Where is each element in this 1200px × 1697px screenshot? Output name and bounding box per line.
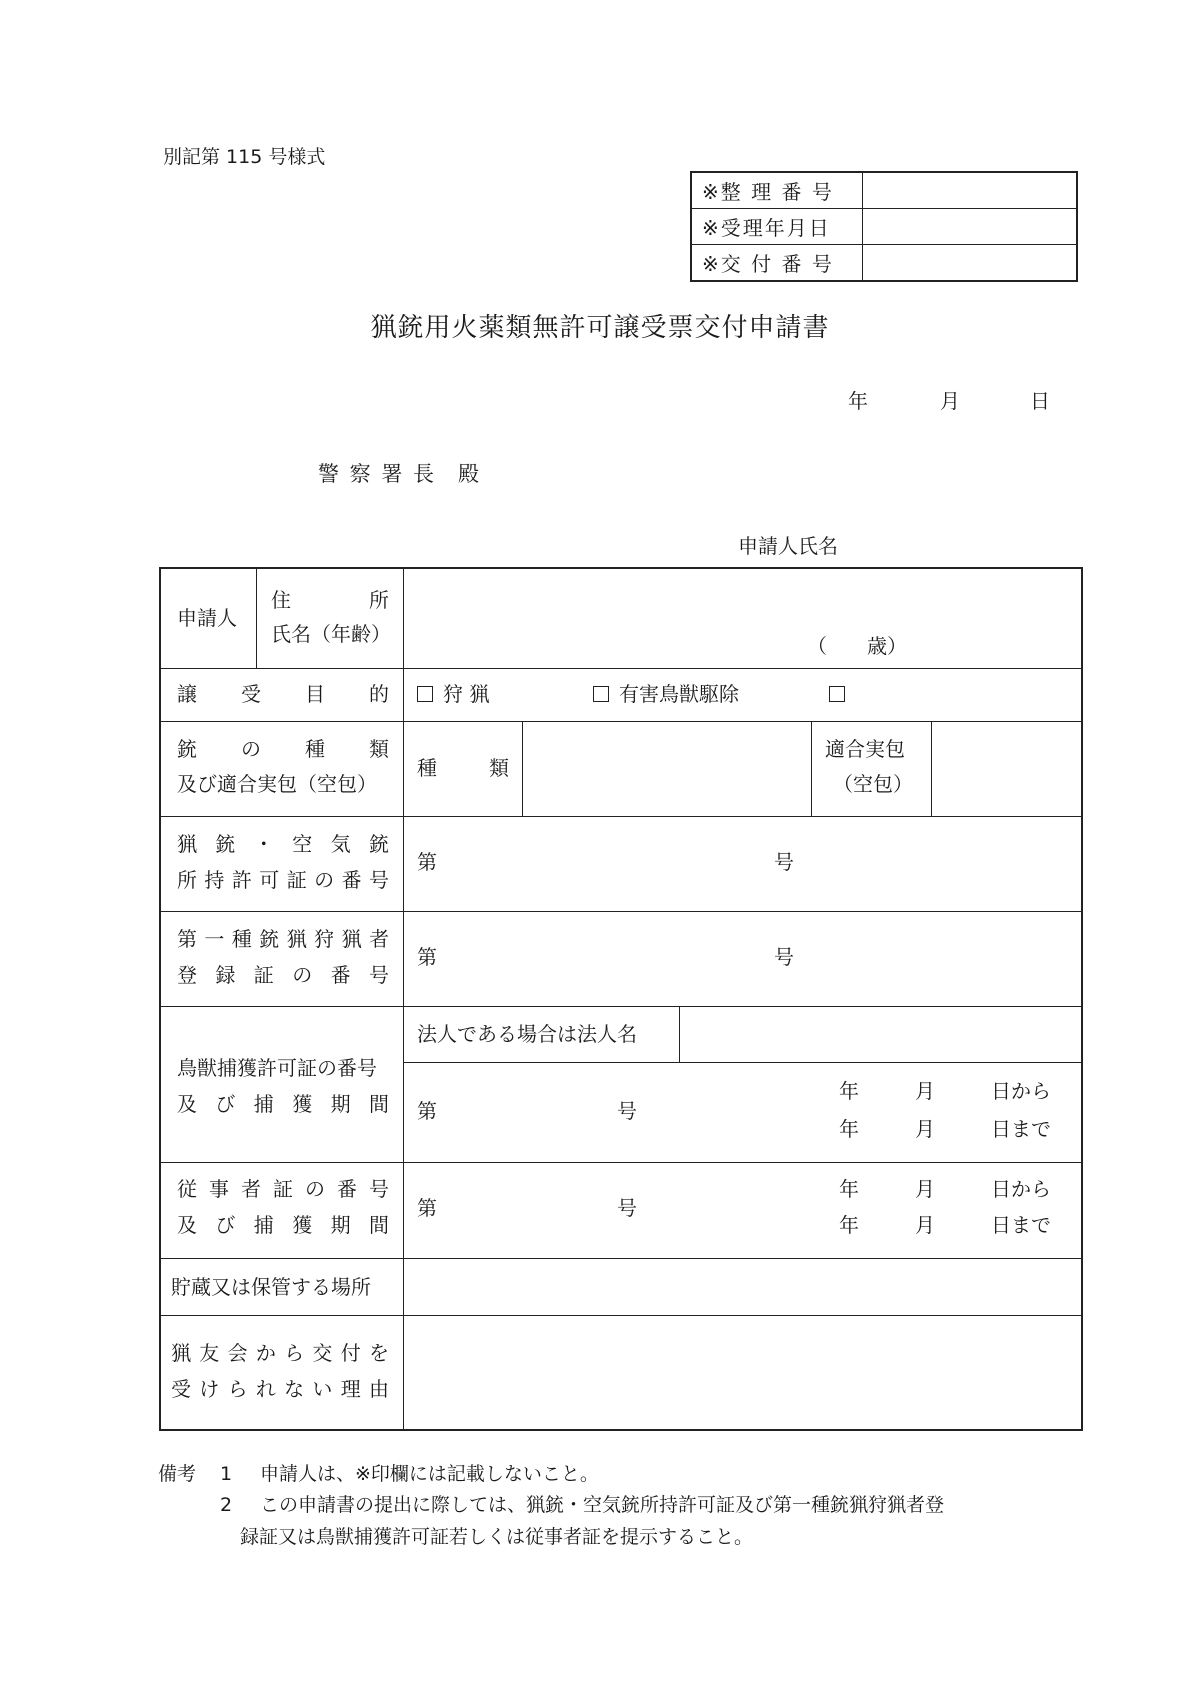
worker-to-year: 年 xyxy=(839,1213,859,1237)
notes xyxy=(158,1459,944,1553)
purpose-label: 譲受目的 xyxy=(177,682,389,706)
kind-field[interactable] xyxy=(525,739,807,799)
worker-from-month: 月 xyxy=(915,1177,935,1201)
permit-dai: 第 xyxy=(417,850,437,874)
storage-field[interactable] xyxy=(417,1267,1067,1305)
reason-label-2: 受けられない理由 xyxy=(171,1377,389,1401)
addressee-office: 警 察 署 長 xyxy=(318,462,437,486)
hunter-reg-number-field[interactable] xyxy=(451,936,751,970)
reason-field[interactable] xyxy=(417,1329,1067,1417)
issue-number-label: ※交 付 番 号 xyxy=(691,245,863,282)
control-number-label: ※整 理 番 号 xyxy=(691,172,863,209)
capture-from-month: 月 xyxy=(915,1079,935,1103)
hunter-reg-label-2: 登録証の番号 xyxy=(177,963,389,987)
address-label: 住所 xyxy=(271,588,389,612)
capture-to-year: 年 xyxy=(839,1117,859,1141)
page-title: 猟銃用火薬類無許可譲受票交付申請書 xyxy=(370,313,830,343)
addressee-honorific: 殿 xyxy=(458,462,482,486)
worker-label-2: 及び捕獲期間 xyxy=(177,1213,389,1237)
date-day: 日 xyxy=(1030,389,1050,413)
capture-from-year: 年 xyxy=(839,1079,859,1103)
worker-to-month: 月 xyxy=(915,1213,935,1237)
capture-go: 号 xyxy=(617,1099,637,1123)
worker-number-field[interactable] xyxy=(451,1187,611,1221)
addressee xyxy=(318,458,481,488)
purpose-option-pest[interactable] xyxy=(593,677,739,712)
capture-from-day: 日から xyxy=(991,1079,1051,1103)
capture-label-1: 鳥獣捕獲許可証の番号 xyxy=(177,1056,377,1080)
applicant-name-label: 申請人氏名 xyxy=(738,534,838,558)
date-month: 月 xyxy=(940,389,960,413)
address-field[interactable] xyxy=(419,583,1059,617)
purpose-option-other[interactable] xyxy=(829,677,855,712)
purpose-option-hunting[interactable] xyxy=(417,677,489,712)
purpose-option-pest-text: 有害鳥獣駆除 xyxy=(619,682,739,706)
permit-label-1: 猟銃・空気銃 xyxy=(177,832,389,856)
note-text-2-continued: 録証又は鳥獣捕獲許可証若しくは従事者証を提示すること。 xyxy=(240,1525,754,1548)
name-age-label: 氏名（年齢） xyxy=(271,622,391,646)
capture-number-field[interactable] xyxy=(451,1090,611,1124)
checkbox-hunting[interactable] xyxy=(417,686,433,702)
received-date-field[interactable] xyxy=(863,209,1078,245)
control-number-field[interactable] xyxy=(863,172,1078,209)
checkbox-other[interactable] xyxy=(829,686,845,702)
capture-to-month: 月 xyxy=(915,1117,935,1141)
hunter-reg-go: 号 xyxy=(774,945,794,969)
date-year: 年 xyxy=(848,389,868,413)
permit-label-2: 所持許可証の番号 xyxy=(177,868,389,892)
permit-go: 号 xyxy=(774,850,794,874)
note-number-1: 1 xyxy=(220,1463,233,1485)
note-text-1: 申請人は、※印欄には記載しないこと。 xyxy=(260,1463,599,1485)
office-use-box xyxy=(690,171,1078,282)
application-table xyxy=(159,567,1083,1431)
capture-dai: 第 xyxy=(417,1099,437,1123)
kind-label: 種類 xyxy=(417,756,509,780)
age-field[interactable]: （ 歳） xyxy=(807,634,907,658)
corporate-name-label: 法人である場合は法人名 xyxy=(417,1022,637,1046)
storage-label: 貯蔵又は保管する場所 xyxy=(171,1275,371,1299)
capture-label-2: 及び捕獲期間 xyxy=(177,1092,389,1116)
reason-label-1: 猟友会から交付を xyxy=(171,1341,389,1365)
capture-to-day: 日まで xyxy=(991,1117,1051,1141)
gun-type-label: 銃の種類 xyxy=(177,737,389,761)
received-date-label: ※受理年月日 xyxy=(691,209,863,245)
issue-number-field[interactable] xyxy=(863,245,1078,282)
applicant-group-label: 申請人 xyxy=(177,606,237,630)
form-id: 別記第 115 号様式 xyxy=(163,146,326,168)
worker-from-year: 年 xyxy=(839,1177,859,1201)
notes-heading: 備考 xyxy=(158,1463,197,1485)
permit-number-field[interactable] xyxy=(451,841,751,875)
gun-cartridge-label: 及び適合実包（空包） xyxy=(177,772,377,796)
worker-label-1: 従事者証の番号 xyxy=(177,1177,389,1201)
worker-go: 号 xyxy=(617,1196,637,1220)
worker-from-day: 日から xyxy=(991,1177,1051,1201)
compatible-cartridge-label: 適合実包 xyxy=(825,737,905,761)
blank-cartridge-label: （空包） xyxy=(833,772,913,796)
note-number-2: 2 xyxy=(220,1494,233,1517)
cartridge-field[interactable] xyxy=(939,739,1069,799)
checkbox-pest-control[interactable] xyxy=(593,686,609,702)
corporate-name-field[interactable] xyxy=(691,1014,1071,1052)
hunter-reg-dai: 第 xyxy=(417,945,437,969)
purpose-option-hunting-text: 狩 猟 xyxy=(443,682,490,706)
hunter-reg-label-1: 第一種銃猟狩猟者 xyxy=(177,927,389,951)
worker-to-day: 日まで xyxy=(991,1213,1051,1237)
note-text-2: この申請書の提出に際しては、猟銃・空気銃所持許可証及び第一種銃猟狩猟者登 xyxy=(260,1494,945,1517)
worker-dai: 第 xyxy=(417,1196,437,1220)
